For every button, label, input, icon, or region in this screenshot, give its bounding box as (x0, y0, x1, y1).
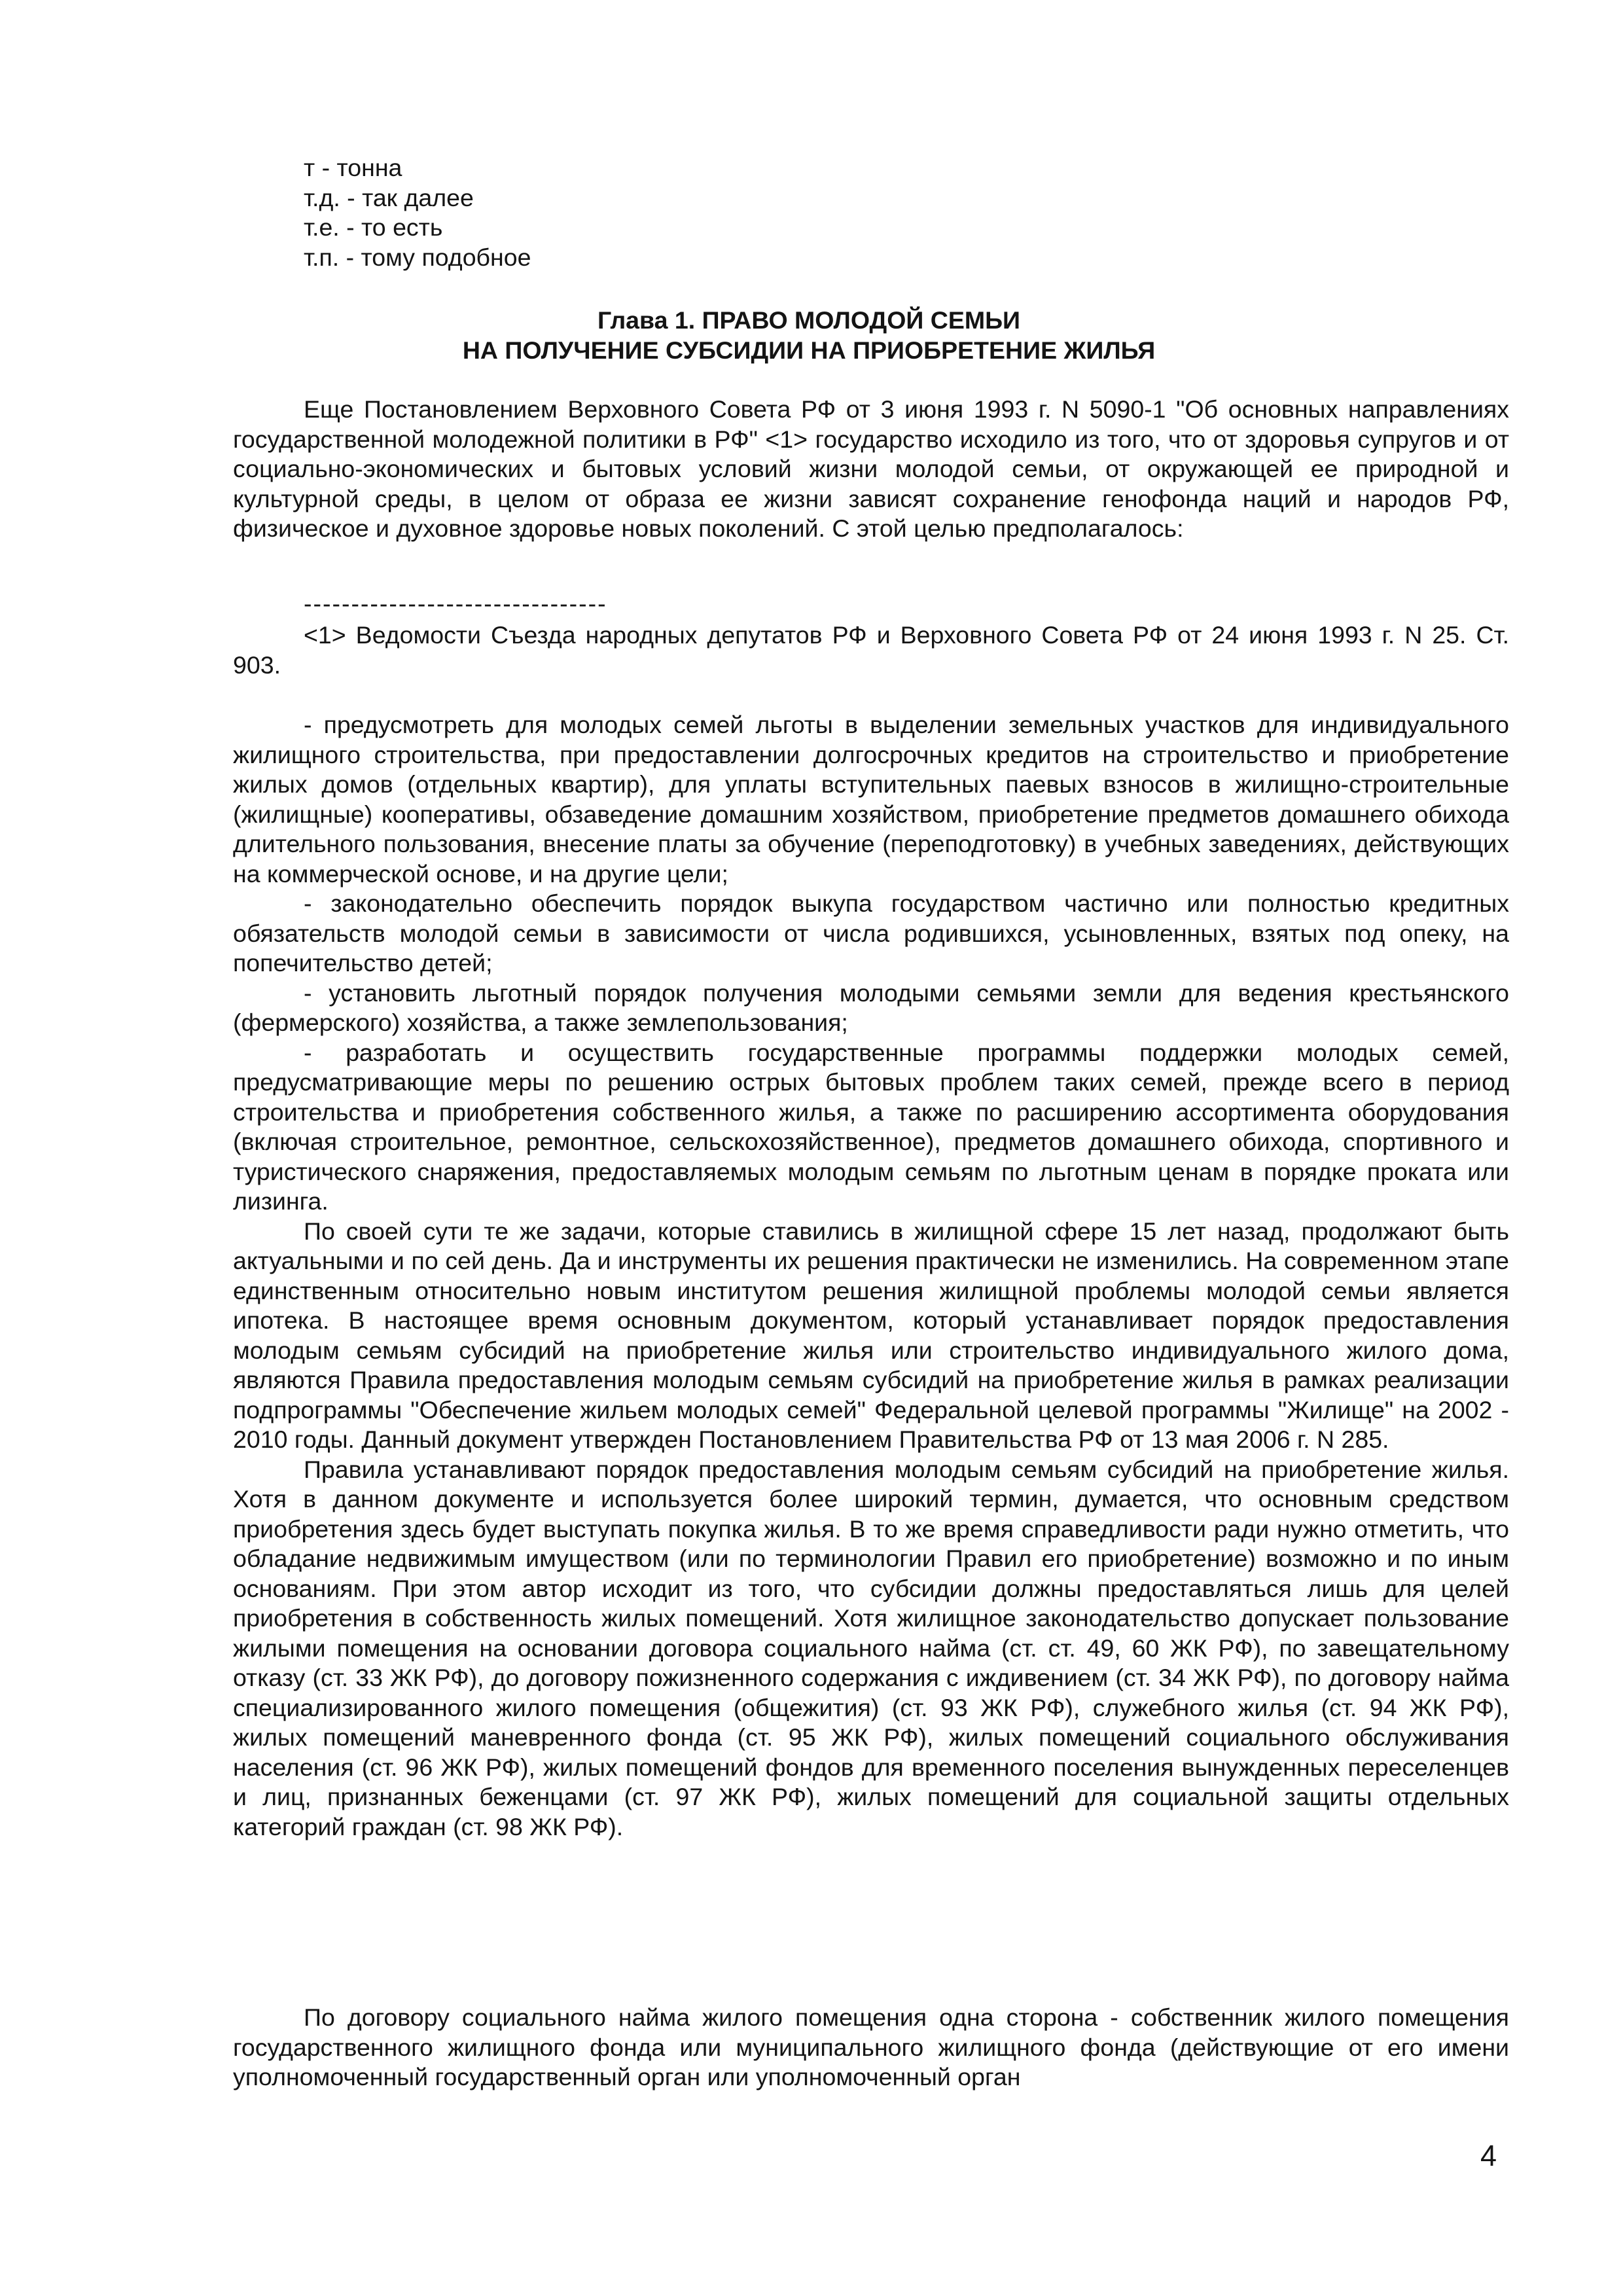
intro-block (233, 395, 1509, 544)
body-text (233, 710, 1509, 1842)
chapter-heading-line-1: Глава 1. ПРАВО МОЛОДОЙ СЕМЬИ (597, 306, 1021, 334)
body-paragraph: Правила устанавливают порядок предоставления молодым семьям субсидий на приобретение жилья. Хотя в данном документе и используется более широкий термин, думается, что основным средством приобретения здесь будет выступать покупка жилья. В то же время справедливости ради нужно отметить, что обладание недвижимым имуществом (или по терминологии Правил его приобретение) возможно и по иным основаниям. При этом автор исходит из того, что субсидии должны предоставляться лишь для целей приобретения в собственность жилых помещений. Хотя жилищное законодательство допускает пользование жилыми помещения на основании договора социального найма (ст. ст. 49, 60 ЖК РФ), по завещательному отказу (ст. 33 ЖК РФ), до договору пожизненного содержания с иждивением (ст. 34 ЖК РФ), по договору найма специализированного жилого помещения (общежития) (ст. 93 ЖК РФ), служебного жилья (ст. 94 ЖК РФ), жилых помещений маневренного фонда (ст. 95 ЖК РФ), жилых помещений социального обслуживания населения (ст. 96 ЖК РФ), жилых помещений фондов для временного поселения вынужденных переселенцев и лиц, признанных беженцами (ст. 97 ЖК РФ), жилых помещений для социальной защиты отдельных категорий граждан (ст. 98 ЖК РФ). (233, 1455, 1509, 1840)
abbreviation-item: т.п. - тому подобное (304, 243, 531, 271)
footnote-text: <1> Ведомости Съезда народных депутатов РФ и Верховного Совета РФ от 24 июня 1993 г. N 25. Ст. 903. (233, 621, 1509, 679)
abbreviation-item: т.е. - то есть (304, 213, 443, 241)
page-number: 4 (1480, 2139, 1497, 2172)
chapter-heading-line-2: НА ПОЛУЧЕНИЕ СУБСИДИИ НА ПРИОБРЕТЕНИЕ ЖИЛЬЯ (462, 336, 1156, 364)
footnote-block (233, 620, 1509, 680)
chapter-heading (233, 306, 1385, 365)
list-item: - разработать и осуществить государственные программы поддержки молодых семей, предусматривающие меры по решению острых бытовых проблем таких семей, прежде всего в период строительства и приобретения собственного жилья, а также по расширению ассортимента оборудования (включая строительное, ремонтное, сельскохозяйственное), предметов домашнего обихода, спортивного и туристического снаряжения, предоставляемых молодым семьям по льготным ценам в порядке проката или лизинга. (233, 1038, 1509, 1215)
intro-paragraph: Еще Постановлением Верховного Совета РФ от 3 июня 1993 г. N 5090-1 "Об основных направлениях государственной молодежной политики в РФ" <1> государство исходило из того, что от здоровья супругов и от социально-экономических и бытовых условий жизни молодой семьи, от окружающей ее природной и культурной среды, в целом от образа ее жизни зависят сохранение генофонда наций и народов РФ, физическое и духовное здоровье новых поколений. С этой целью предполагалось: (233, 395, 1509, 542)
abbreviation-item: т.д. - так далее (304, 183, 474, 211)
list-item: - установить льготный порядок получения молодыми семьями земли для ведения крестьянского (фермерского) хозяйства, а также землепользования; (233, 978, 1509, 1036)
body-paragraph: По своей сути те же задачи, которые ставились в жилищной сфере 15 лет назад, продолжают быть актуальными и по сей день. Да и инструменты их решения практически не изменились. На современном этапе единственным относительно новым институтом решения жилищной проблемы молодой семьи является ипотека. В настоящее время основным документом, который устанавливает порядок предоставления молодым семьям субсидий на приобретение жилья или строительство индивидуального жилого дома, являются Правила предоставления молодым семьям субсидий на приобретение жилья в рамках реализации подпрограммы "Обеспечение жильем молодых семей" Федеральной целевой программы "Жилище" на 2002 - 2010 годы. Данный документ утвержден Постановлением Правительства РФ от 13 мая 2006 г. N 285. (233, 1217, 1509, 1453)
body-paragraph: По договору социального найма жилого помещения одна сторона - собственник жилого помещения государственного жилищного фонда или муниципального жилищного фонда (действующие от его имени уполномоченный государственный орган или уполномоченный орган (233, 2003, 1509, 2090)
abbreviation-list (304, 153, 531, 272)
abbreviation-item: т - тонна (304, 154, 402, 181)
last-paragraph-block (233, 2003, 1509, 2092)
footnote-separator: -------------------------------- (304, 590, 607, 617)
list-item: - законодательно обеспечить порядок выкупа государством частично или полностью кредитных обязательств молодой семьи в зависимости от числа родившихся, усыновленных, взятых под опеку, на попечительство детей; (233, 889, 1509, 977)
list-item: - предусмотреть для молодых семей льготы в выделении земельных участков для индивидуального жилищного строительства, при предоставлении долгосрочных кредитов на строительство и приобретение жилых домов (отдельных квартир), для уплаты вступительных паевых взносов в жилищно-строительные (жилищные) кооперативы, обзаведение домашним хозяйством, приобретение предметов домашнего обихода длительного пользования, внесение платы за обучение (переподготовку) в учебных заведениях, действующих на коммерческой основе, и на другие цели; (233, 711, 1509, 888)
